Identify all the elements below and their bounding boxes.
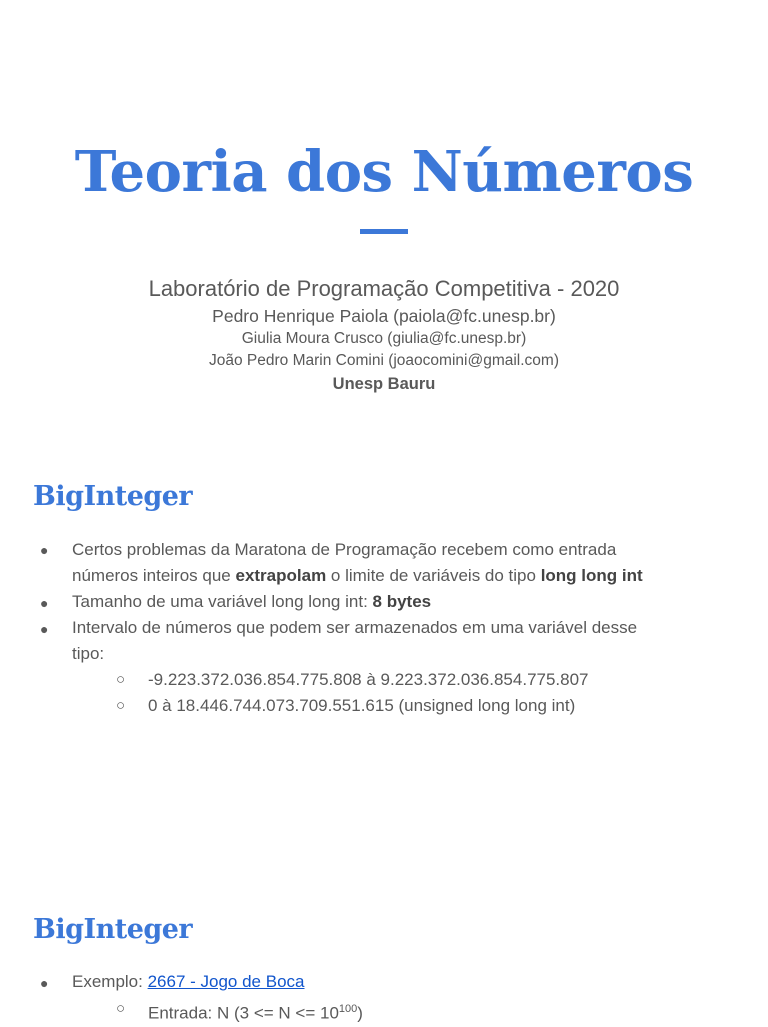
sub-bullet-text: [148, 996, 363, 1027]
bullet-text: [72, 589, 734, 615]
sub-bullet-icon: ○: [116, 671, 126, 688]
author-line-3: João Pedro Marin Comini (joaocomini@gmail.com): [209, 352, 559, 369]
bullet-text-pre: Exemplo:: [72, 972, 148, 991]
bullet-text: [72, 537, 734, 589]
author-line-1: Pedro Henrique Paiola (paiola@fc.unesp.br): [212, 306, 556, 326]
title-underline: [360, 229, 408, 234]
bullet-icon: ●: [40, 595, 49, 611]
bullet-text-line2-mid: o limite de variáveis do tipo: [326, 566, 541, 585]
exponent: 100: [338, 1003, 358, 1015]
bullet-text: [72, 969, 734, 995]
institution: Unesp Bauru: [332, 375, 436, 393]
bullet-text-line2-pre: números inteiros que: [72, 566, 236, 585]
bullet-text-line1: Intervalo de números que podem ser armazenados em uma variável desse: [72, 618, 638, 637]
problem-link[interactable]: 2667 - Jogo de Boca: [147, 972, 305, 991]
emphasis-8-bytes: 8 bytes: [372, 592, 432, 611]
bullet-text-pre: Tamanho de uma variável long long int:: [72, 592, 373, 611]
emphasis-extrapolam: extrapolam: [235, 566, 327, 585]
sub-bullet-text: -9.223.372.036.854.775.808 à 9.223.372.036.854.775.807: [148, 670, 589, 689]
sub-bullet-icon: ○: [116, 1000, 126, 1017]
input-constraint-pre: Entrada: N (3 <= N <= 10: [148, 1003, 339, 1023]
bullet-text-line1: Certos problemas da Maratona de Programação recebem como entrada: [72, 540, 617, 559]
section-heading: BigInteger: [33, 914, 193, 945]
bullet-icon: ●: [40, 621, 49, 637]
bullet-icon: ●: [40, 975, 49, 991]
bullet-text: [72, 615, 734, 667]
sub-bullet-icon: ○: [116, 697, 126, 714]
bullet-text-line2: tipo:: [72, 644, 105, 663]
author-line-2: Giulia Moura Crusco (giulia@fc.unesp.br): [241, 330, 527, 347]
bullet-icon: ●: [40, 542, 49, 558]
section-heading: BigInteger: [33, 481, 193, 512]
emphasis-long-long-int: long long int: [540, 566, 643, 585]
sub-bullet-text: 0 à 18.446.744.073.709.551.615 (unsigned long long int): [148, 696, 576, 715]
page-title: Teoria dos Números: [74, 139, 694, 205]
input-constraint-post: ): [357, 1003, 363, 1023]
course-subtitle: Laboratório de Programação Competitiva - 2020: [148, 276, 620, 301]
